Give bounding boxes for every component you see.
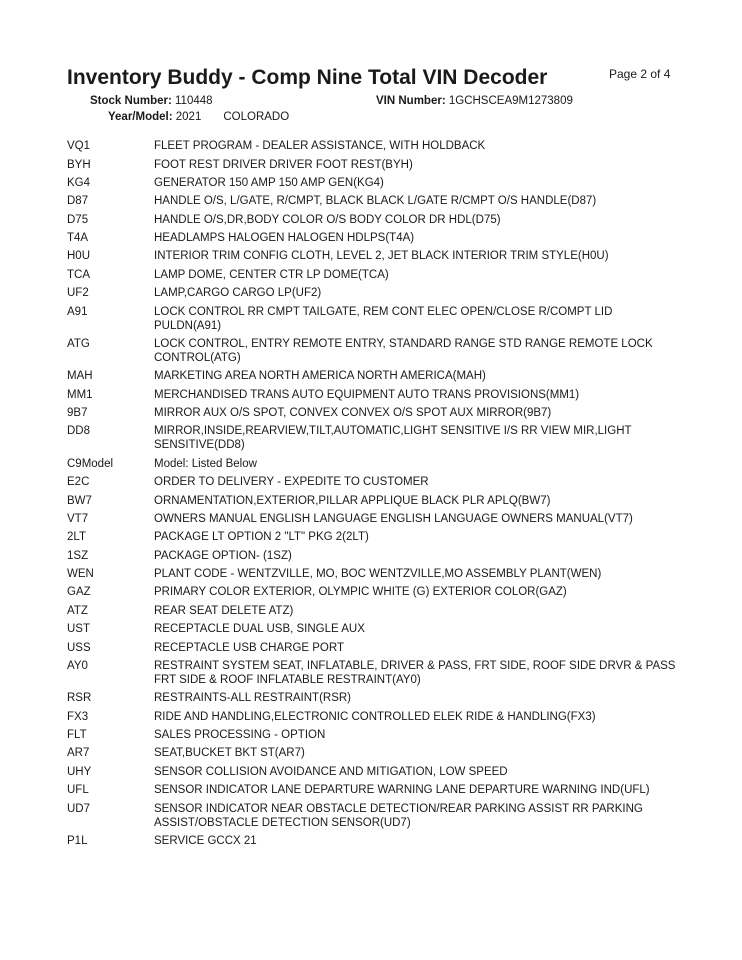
option-description: LOCK CONTROL, ENTRY REMOTE ENTRY, STANDARD RANGE STD RANGE REMOTE LOCK CONTROL(ATG) [154,337,653,364]
option-description: SERVICE GCCX 21 [154,834,257,847]
page-number: Page 2 of 4 [609,67,671,81]
option-code: 2LT [67,531,86,544]
option-code: MM1 [67,388,93,401]
option-description: LOCK CONTROL RR CMPT TAILGATE, REM CONT ELEC OPEN/CLOSE R/COMPT LID PULDN(A91) [154,305,613,332]
option-code: 1SZ [67,549,89,562]
option-code: ATZ [67,604,88,617]
option-code-row [67,137,677,155]
option-description: ORNAMENTATION,EXTERIOR,PILLAR APPLIQUE BLACK PLR APLQ(BW7) [154,494,551,507]
option-description: SENSOR INDICATOR NEAR OBSTACLE DETECTION/REAR PARKING ASSIST RR PARKING ASSIST/OBSTACLE DETECTION SENSOR(UD7) [154,802,643,829]
option-description: Model: Listed Below [154,457,257,470]
option-code: E2C [67,476,90,489]
option-code-row [67,284,677,302]
option-description: PLANT CODE - WENTZVILLE, MO, BOC WENTZVILLE,MO ASSEMBLY PLANT(WEN) [154,568,602,581]
option-description: PACKAGE LT OPTION 2 "LT" PKG 2(2LT) [154,531,369,544]
option-code-row [67,211,677,229]
option-code: AR7 [67,747,90,760]
vin-number-value: 1GCHSCEA9M1273809 [448,95,573,107]
option-description: SEAT,BUCKET BKT ST(AR7) [154,747,305,760]
year-value: 2021 [175,111,202,123]
option-code-row [67,620,677,638]
option-code: GAZ [67,586,91,599]
option-code: DD8 [67,425,91,438]
option-code-row [67,266,677,284]
option-code-row [67,726,677,744]
option-code: MAH [67,370,93,383]
option-description: RECEPTACLE DUAL USB, SINGLE AUX [154,623,365,636]
option-description: ORDER TO DELIVERY - EXPEDITE TO CUSTOMER [154,476,429,489]
option-code-row [67,832,677,850]
option-code: D87 [67,195,89,208]
option-code: H0U [67,250,91,263]
option-description: OWNERS MANUAL ENGLISH LANGUAGE ENGLISH LANGUAGE OWNERS MANUAL(VT7) [154,512,633,525]
option-code-row [67,422,677,454]
option-code-row [67,547,677,565]
option-code: VQ1 [67,140,91,153]
option-description: HEADLAMPS HALOGEN HALOGEN HDLPS(T4A) [154,232,415,245]
option-code: VT7 [67,512,89,525]
option-code-row [67,510,677,528]
option-code-row [67,404,677,422]
option-code-row [67,528,677,546]
option-description: HANDLE O/S, L/GATE, R/CMPT, BLACK BLACK L/GATE R/CMPT O/S HANDLE(D87) [154,195,597,208]
option-code-row [67,174,677,192]
option-description: RESTRAINTS-ALL RESTRAINT(RSR) [154,692,352,705]
option-code-row [67,657,677,689]
option-code-row [67,781,677,799]
option-code-row [67,638,677,656]
option-description: GENERATOR 150 AMP 150 AMP GEN(KG4) [154,176,384,189]
option-description: RESTRAINT SYSTEM SEAT, INFLATABLE, DRIVER & PASS, FRT SIDE, ROOF SIDE DRVR & PASS FRT SIDE & ROOF INFLATABLE RESTRAINT(AY0) [154,659,676,686]
option-code: RSR [67,692,92,705]
option-code: BW7 [67,494,92,507]
option-code: D75 [67,213,89,226]
option-code: FLT [67,729,87,742]
option-code-row [67,583,677,601]
option-code: P1L [67,834,88,847]
option-code: FX3 [67,710,89,723]
option-code: UFL [67,784,89,797]
option-description: FLEET PROGRAM - DEALER ASSISTANCE, WITH HOLDBACK [154,140,486,153]
model-value: COLORADO [223,111,290,123]
vin-number-line [376,95,573,107]
option-description: SENSOR COLLISION AVOIDANCE AND MITIGATION, LOW SPEED [154,765,508,778]
option-code-row [67,708,677,726]
option-code: UD7 [67,802,91,815]
option-description: PACKAGE OPTION- (1SZ) [154,549,292,562]
option-code: T4A [67,232,89,245]
option-description: MERCHANDISED TRANS AUTO EQUIPMENT AUTO TRANS PROVISIONS(MM1) [154,388,580,401]
option-code: 9B7 [67,407,88,420]
option-description: FOOT REST DRIVER DRIVER FOOT REST(BYH) [154,158,413,171]
year-model-line [108,111,289,123]
option-description: LAMP,CARGO CARGO LP(UF2) [154,287,322,300]
option-description: MIRROR AUX O/S SPOT, CONVEX CONVEX O/S SPOT AUX MIRROR(9B7) [154,407,552,420]
option-code-row [67,155,677,173]
option-description: MARKETING AREA NORTH AMERICA NORTH AMERICA(MAH) [154,370,486,383]
option-description: RECEPTACLE USB CHARGE PORT [154,641,345,654]
option-description: MIRROR,INSIDE,REARVIEW,TILT,AUTOMATIC,LIGHT SENSITIVE I/S RR VIEW MIR,LIGHT SENSITIVE(DD8) [154,425,632,452]
option-code-row [67,386,677,404]
option-description: HANDLE O/S,DR,BODY COLOR O/S BODY COLOR DR HDL(D75) [154,213,501,226]
option-code: UHY [67,765,92,778]
stock-number-line [90,95,213,107]
option-description: SALES PROCESSING - OPTION [154,729,326,742]
option-code-row [67,744,677,762]
option-code: USS [67,641,91,654]
option-code-row [67,192,677,210]
option-description: REAR SEAT DELETE ATZ) [154,604,294,617]
option-description: PRIMARY COLOR EXTERIOR, OLYMPIC WHITE (G) EXTERIOR COLOR(GAZ) [154,586,567,599]
option-description: SENSOR INDICATOR LANE DEPARTURE WARNING LANE DEPARTURE WARNING IND(UFL) [154,784,650,797]
option-description: LAMP DOME, CENTER CTR LP DOME(TCA) [154,268,389,281]
option-code: AY0 [67,659,88,672]
document-title: Inventory Buddy - Comp Nine Total VIN Decoder [67,66,548,89]
option-code: BYH [67,158,91,171]
option-code-row [67,335,677,367]
option-description: RIDE AND HANDLING,ELECTRONIC CONTROLLED ELEK RIDE & HANDLING(FX3) [154,710,596,723]
stock-number-label: Stock Number: [90,95,172,107]
option-code-row [67,367,677,385]
option-code-row [67,799,677,831]
option-code-row [67,689,677,707]
option-code-row [67,473,677,491]
option-code: WEN [67,568,94,581]
option-code-row [67,565,677,583]
option-code-list [67,137,677,850]
option-description: INTERIOR TRIM CONFIG CLOTH, LEVEL 2, JET BLACK INTERIOR TRIM STYLE(H0U) [154,250,609,263]
option-code-row [67,491,677,509]
option-code: UF2 [67,287,89,300]
option-code: ATG [67,337,90,350]
option-code-row [67,763,677,781]
stock-number-value: 110448 [175,95,213,107]
option-code: C9Model [67,457,114,470]
option-code: UST [67,623,90,636]
option-code-row [67,229,677,247]
option-code: TCA [67,268,90,281]
option-code-row [67,602,677,620]
option-code-row [67,302,677,334]
year-model-label: Year/Model: [108,111,173,123]
option-code-row [67,455,677,473]
option-code: A91 [67,305,88,318]
vin-number-label: VIN Number: [376,95,446,107]
option-code: KG4 [67,176,91,189]
option-code-row [67,247,677,265]
